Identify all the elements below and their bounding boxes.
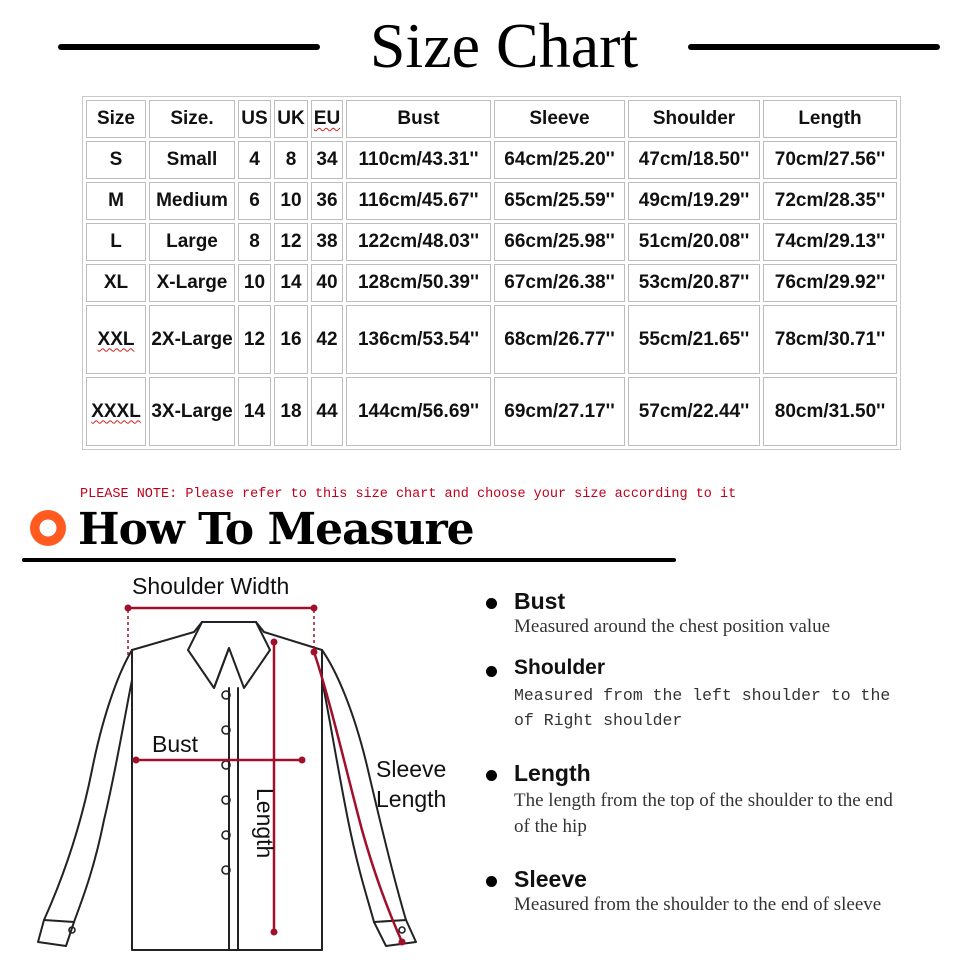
definition-title: Sleeve (514, 866, 587, 892)
definition-title: Shoulder (514, 656, 606, 679)
how-to-measure-header (22, 506, 682, 562)
cell-size: XXXL (86, 377, 146, 446)
bullet-icon (486, 666, 497, 677)
definition-title: Length (514, 760, 591, 786)
table-row (86, 223, 897, 261)
cell-size: M (86, 182, 146, 220)
cell-sleeve: 64cm/25.20'' (494, 141, 625, 179)
cell-sleeve: 68cm/26.77'' (494, 305, 625, 374)
cell-size-name: 2X-Large (149, 305, 235, 374)
cell-size-name: X-Large (149, 264, 235, 302)
cell-length: 76cm/29.92'' (763, 264, 897, 302)
cell-us: 10 (238, 264, 271, 302)
cell-shoulder: 51cm/20.08'' (628, 223, 760, 261)
cell-bust: 116cm/45.67'' (346, 182, 491, 220)
cell-eu: 38 (311, 223, 343, 261)
cell-us: 12 (238, 305, 271, 374)
how-to-measure-rule (22, 558, 676, 562)
cell-bust: 122cm/48.03'' (346, 223, 491, 261)
label-sleeve-length (376, 754, 446, 814)
cell-bust: 128cm/50.39'' (346, 264, 491, 302)
cell-bust: 144cm/56.69'' (346, 377, 491, 446)
label-sleeve-line2: Length (376, 786, 447, 812)
cell-uk: 10 (274, 182, 308, 220)
cell-size: L (86, 223, 146, 261)
cell-eu: 40 (311, 264, 343, 302)
how-to-measure-title: How To Measure (78, 504, 474, 555)
header-us: US (238, 100, 271, 138)
cell-shoulder: 53cm/20.87'' (628, 264, 760, 302)
cell-uk: 18 (274, 377, 308, 446)
table-header-row (86, 100, 897, 138)
cell-uk: 8 (274, 141, 308, 179)
cell-eu: 34 (311, 141, 343, 179)
label-shoulder-width: Shoulder Width (132, 573, 290, 599)
bullet-icon (486, 770, 497, 781)
cell-uk: 16 (274, 305, 308, 374)
table-row (86, 141, 897, 179)
size-table (82, 96, 901, 450)
measurement-diagram (24, 570, 484, 960)
cell-us: 14 (238, 377, 271, 446)
cell-sleeve: 66cm/25.98'' (494, 223, 625, 261)
cell-bust: 136cm/53.54'' (346, 305, 491, 374)
cell-length: 78cm/30.71'' (763, 305, 897, 374)
bullet-icon (486, 598, 497, 609)
title-rule-right (688, 44, 940, 50)
table-row (86, 182, 897, 220)
header-shoulder: Shoulder (628, 100, 760, 138)
table-row (86, 305, 897, 374)
cell-uk: 12 (274, 223, 308, 261)
cell-us: 4 (238, 141, 271, 179)
cell-eu: 36 (311, 182, 343, 220)
cell-size: XL (86, 264, 146, 302)
cell-us: 8 (238, 223, 271, 261)
header-length: Length (763, 100, 897, 138)
cell-shoulder: 47cm/18.50'' (628, 141, 760, 179)
definition-text: The length from the top of the shoulder to the end of the hip (514, 790, 893, 837)
cell-size-name: Medium (149, 182, 235, 220)
title-header (0, 8, 960, 84)
size-note: PLEASE NOTE: Please refer to this size chart and choose your size according to it (80, 487, 737, 502)
definition-text: Measured around the chest position value (514, 616, 831, 637)
header-size: Size (86, 100, 146, 138)
cell-bust: 110cm/43.31'' (346, 141, 491, 179)
definition-title: Bust (514, 588, 566, 614)
label-sleeve-line1: Sleeve (376, 756, 447, 782)
definition-text: Measured from the shoulder to the end of sleeve (514, 894, 882, 915)
table-row (86, 264, 897, 302)
cell-eu: 44 (311, 377, 343, 446)
cell-length: 70cm/27.56'' (763, 141, 897, 179)
cell-size-name: Large (149, 223, 235, 261)
cell-sleeve: 65cm/25.59'' (494, 182, 625, 220)
label-bust: Bust (152, 731, 199, 757)
cell-sleeve: 67cm/26.38'' (494, 264, 625, 302)
cell-shoulder: 55cm/21.65'' (628, 305, 760, 374)
orange-ring-icon (30, 510, 66, 546)
cell-shoulder: 49cm/19.29'' (628, 182, 760, 220)
cell-size: S (86, 141, 146, 179)
cell-us: 6 (238, 182, 271, 220)
cell-length: 80cm/31.50'' (763, 377, 897, 446)
cell-size-name: Small (149, 141, 235, 179)
header-eu: EU (311, 100, 343, 138)
header-uk: UK (274, 100, 308, 138)
bullet-icon (486, 876, 497, 887)
cell-shoulder: 57cm/22.44'' (628, 377, 760, 446)
label-length: Length (252, 788, 278, 859)
cell-eu: 42 (311, 305, 343, 374)
header-size-name: Size. (149, 100, 235, 138)
title-rule-left (58, 44, 320, 50)
page-title: Size Chart (369, 10, 639, 81)
cell-length: 74cm/29.13'' (763, 223, 897, 261)
header-sleeve: Sleeve (494, 100, 625, 138)
definition-text: Measured from the left shoulder to the of Right shoulder (514, 686, 891, 730)
cell-length: 72cm/28.35'' (763, 182, 897, 220)
cell-size: XXL (86, 305, 146, 374)
cell-size-name: 3X-Large (149, 377, 235, 446)
table-row (86, 377, 897, 446)
cell-sleeve: 69cm/27.17'' (494, 377, 625, 446)
header-bust: Bust (346, 100, 491, 138)
cell-uk: 14 (274, 264, 308, 302)
